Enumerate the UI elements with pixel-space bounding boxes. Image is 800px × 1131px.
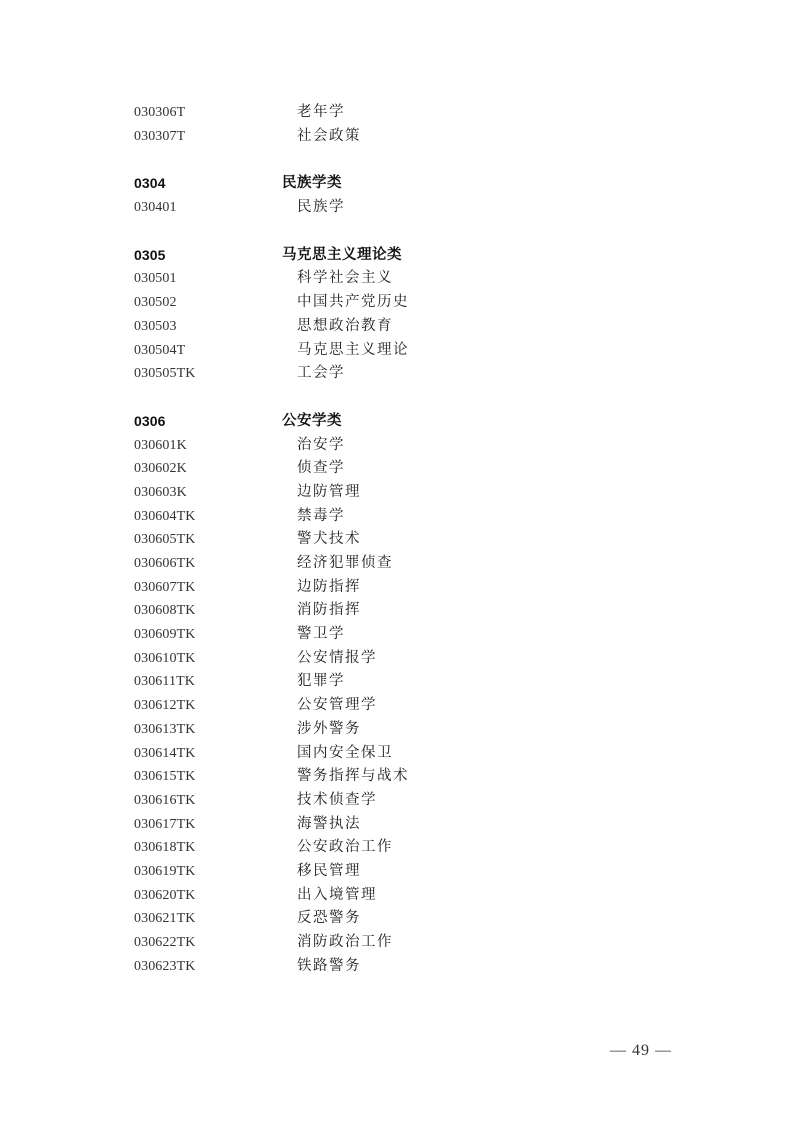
list-item <box>134 362 654 386</box>
list-item <box>134 765 654 789</box>
list-item <box>134 576 654 600</box>
major-name: 犯罪学 <box>297 673 345 690</box>
major-code: 030505TK <box>134 366 196 382</box>
major-code: 030611TK <box>134 674 195 690</box>
list-item <box>134 718 654 742</box>
list-item <box>134 789 654 813</box>
list-item <box>134 339 654 363</box>
page-number: — 49 — <box>610 1042 672 1059</box>
sections-container <box>134 172 654 978</box>
major-name: 治安学 <box>297 436 345 453</box>
major-name: 技术侦查学 <box>297 791 377 808</box>
list-item <box>134 860 654 884</box>
major-code: 030503 <box>134 318 177 334</box>
list-item <box>134 315 654 339</box>
major-code: 030608TK <box>134 603 196 619</box>
major-name: 国内安全保卫 <box>297 744 393 761</box>
major-name: 警务指挥与战术 <box>297 768 409 785</box>
major-code: 030614TK <box>134 745 196 761</box>
section-title: 马克思主义理论类 <box>282 246 402 263</box>
major-code: 030609TK <box>134 627 196 643</box>
major-code: 030613TK <box>134 721 196 737</box>
section-heading <box>134 172 654 196</box>
major-code: 030603K <box>134 484 187 500</box>
major-name: 侦查学 <box>297 460 345 477</box>
list-item <box>134 742 654 766</box>
list-item <box>134 505 654 529</box>
major-name: 涉外警务 <box>297 720 361 737</box>
major-code: 030616TK <box>134 792 196 808</box>
major-name: 公安情报学 <box>297 649 377 666</box>
major-code: 030615TK <box>134 769 196 785</box>
major-code: 030501 <box>134 271 177 287</box>
section-group <box>134 172 654 219</box>
major-code: 030617TK <box>134 816 196 832</box>
section-group <box>134 244 654 386</box>
list-item <box>134 670 654 694</box>
list-item <box>134 196 654 220</box>
continued-entries <box>134 101 654 148</box>
major-name: 消防政治工作 <box>297 934 393 950</box>
major-code: 030607TK <box>134 579 196 595</box>
list-item <box>134 528 654 552</box>
major-name: 经济犯罪侦查 <box>297 555 393 571</box>
major-name: 中国共产党历史 <box>297 294 409 311</box>
major-code: 030401 <box>134 200 177 216</box>
major-code: 030604TK <box>134 508 196 524</box>
list-item <box>134 623 654 647</box>
major-name: 民族学 <box>297 199 345 216</box>
list-item <box>134 457 654 481</box>
major-code: 030306T <box>134 105 186 120</box>
section-title: 民族学类 <box>282 175 342 192</box>
major-name: 警卫学 <box>297 626 345 643</box>
list-item <box>134 647 654 671</box>
section-heading <box>134 244 654 268</box>
section-code: 0305 <box>134 246 166 263</box>
major-name: 海警执法 <box>297 815 361 832</box>
major-name: 反恐警务 <box>297 910 361 927</box>
major-name: 公安政治工作 <box>297 839 393 856</box>
major-code: 030612TK <box>134 698 196 714</box>
major-name: 禁毒学 <box>297 507 345 524</box>
major-code: 030605TK <box>134 532 196 548</box>
major-code: 030610TK <box>134 650 196 666</box>
major-code: 030620TK <box>134 887 196 903</box>
list-item <box>134 291 654 315</box>
major-code: 030623TK <box>134 958 196 974</box>
list-item <box>134 836 654 860</box>
list-item <box>134 267 654 291</box>
major-name: 公安管理学 <box>297 697 377 714</box>
major-name: 移民管理 <box>297 862 361 879</box>
major-code: 030601K <box>134 437 187 453</box>
list-item <box>134 599 654 623</box>
section-code: 0306 <box>134 412 166 429</box>
major-name: 科学社会主义 <box>297 270 393 287</box>
list-item <box>134 125 654 149</box>
major-code: 030307T <box>134 128 186 144</box>
list-item <box>134 694 654 718</box>
major-name: 边防管理 <box>297 483 361 500</box>
major-code: 030504T <box>134 342 186 358</box>
major-name: 工会学 <box>297 365 345 382</box>
major-list <box>134 101 654 978</box>
major-name: 思想政治教育 <box>297 317 393 334</box>
list-item <box>134 884 654 908</box>
list-item <box>134 101 654 125</box>
list-item <box>134 931 654 955</box>
section-title: 公安学类 <box>282 412 342 429</box>
major-name: 边防指挥 <box>297 578 361 595</box>
major-name: 警犬技术 <box>297 531 361 548</box>
major-code: 030622TK <box>134 935 196 950</box>
list-item <box>134 813 654 837</box>
major-code: 030606TK <box>134 556 196 571</box>
list-item <box>134 955 654 979</box>
major-name: 马克思主义理论 <box>297 341 409 358</box>
major-code: 030619TK <box>134 863 196 879</box>
major-name: 出入境管理 <box>297 886 377 903</box>
list-item <box>134 434 654 458</box>
major-code: 030618TK <box>134 840 196 856</box>
major-name: 老年学 <box>297 104 345 120</box>
list-item <box>134 552 654 576</box>
section-group <box>134 410 654 979</box>
section-heading <box>134 410 654 434</box>
major-code: 030502 <box>134 295 177 311</box>
section-code: 0304 <box>134 175 166 192</box>
list-item <box>134 907 654 931</box>
major-name: 社会政策 <box>297 127 361 144</box>
major-code: 030621TK <box>134 911 196 927</box>
list-item <box>134 481 654 505</box>
major-name: 铁路警务 <box>297 957 361 974</box>
major-code: 030602K <box>134 461 187 477</box>
major-name: 消防指挥 <box>297 602 361 619</box>
